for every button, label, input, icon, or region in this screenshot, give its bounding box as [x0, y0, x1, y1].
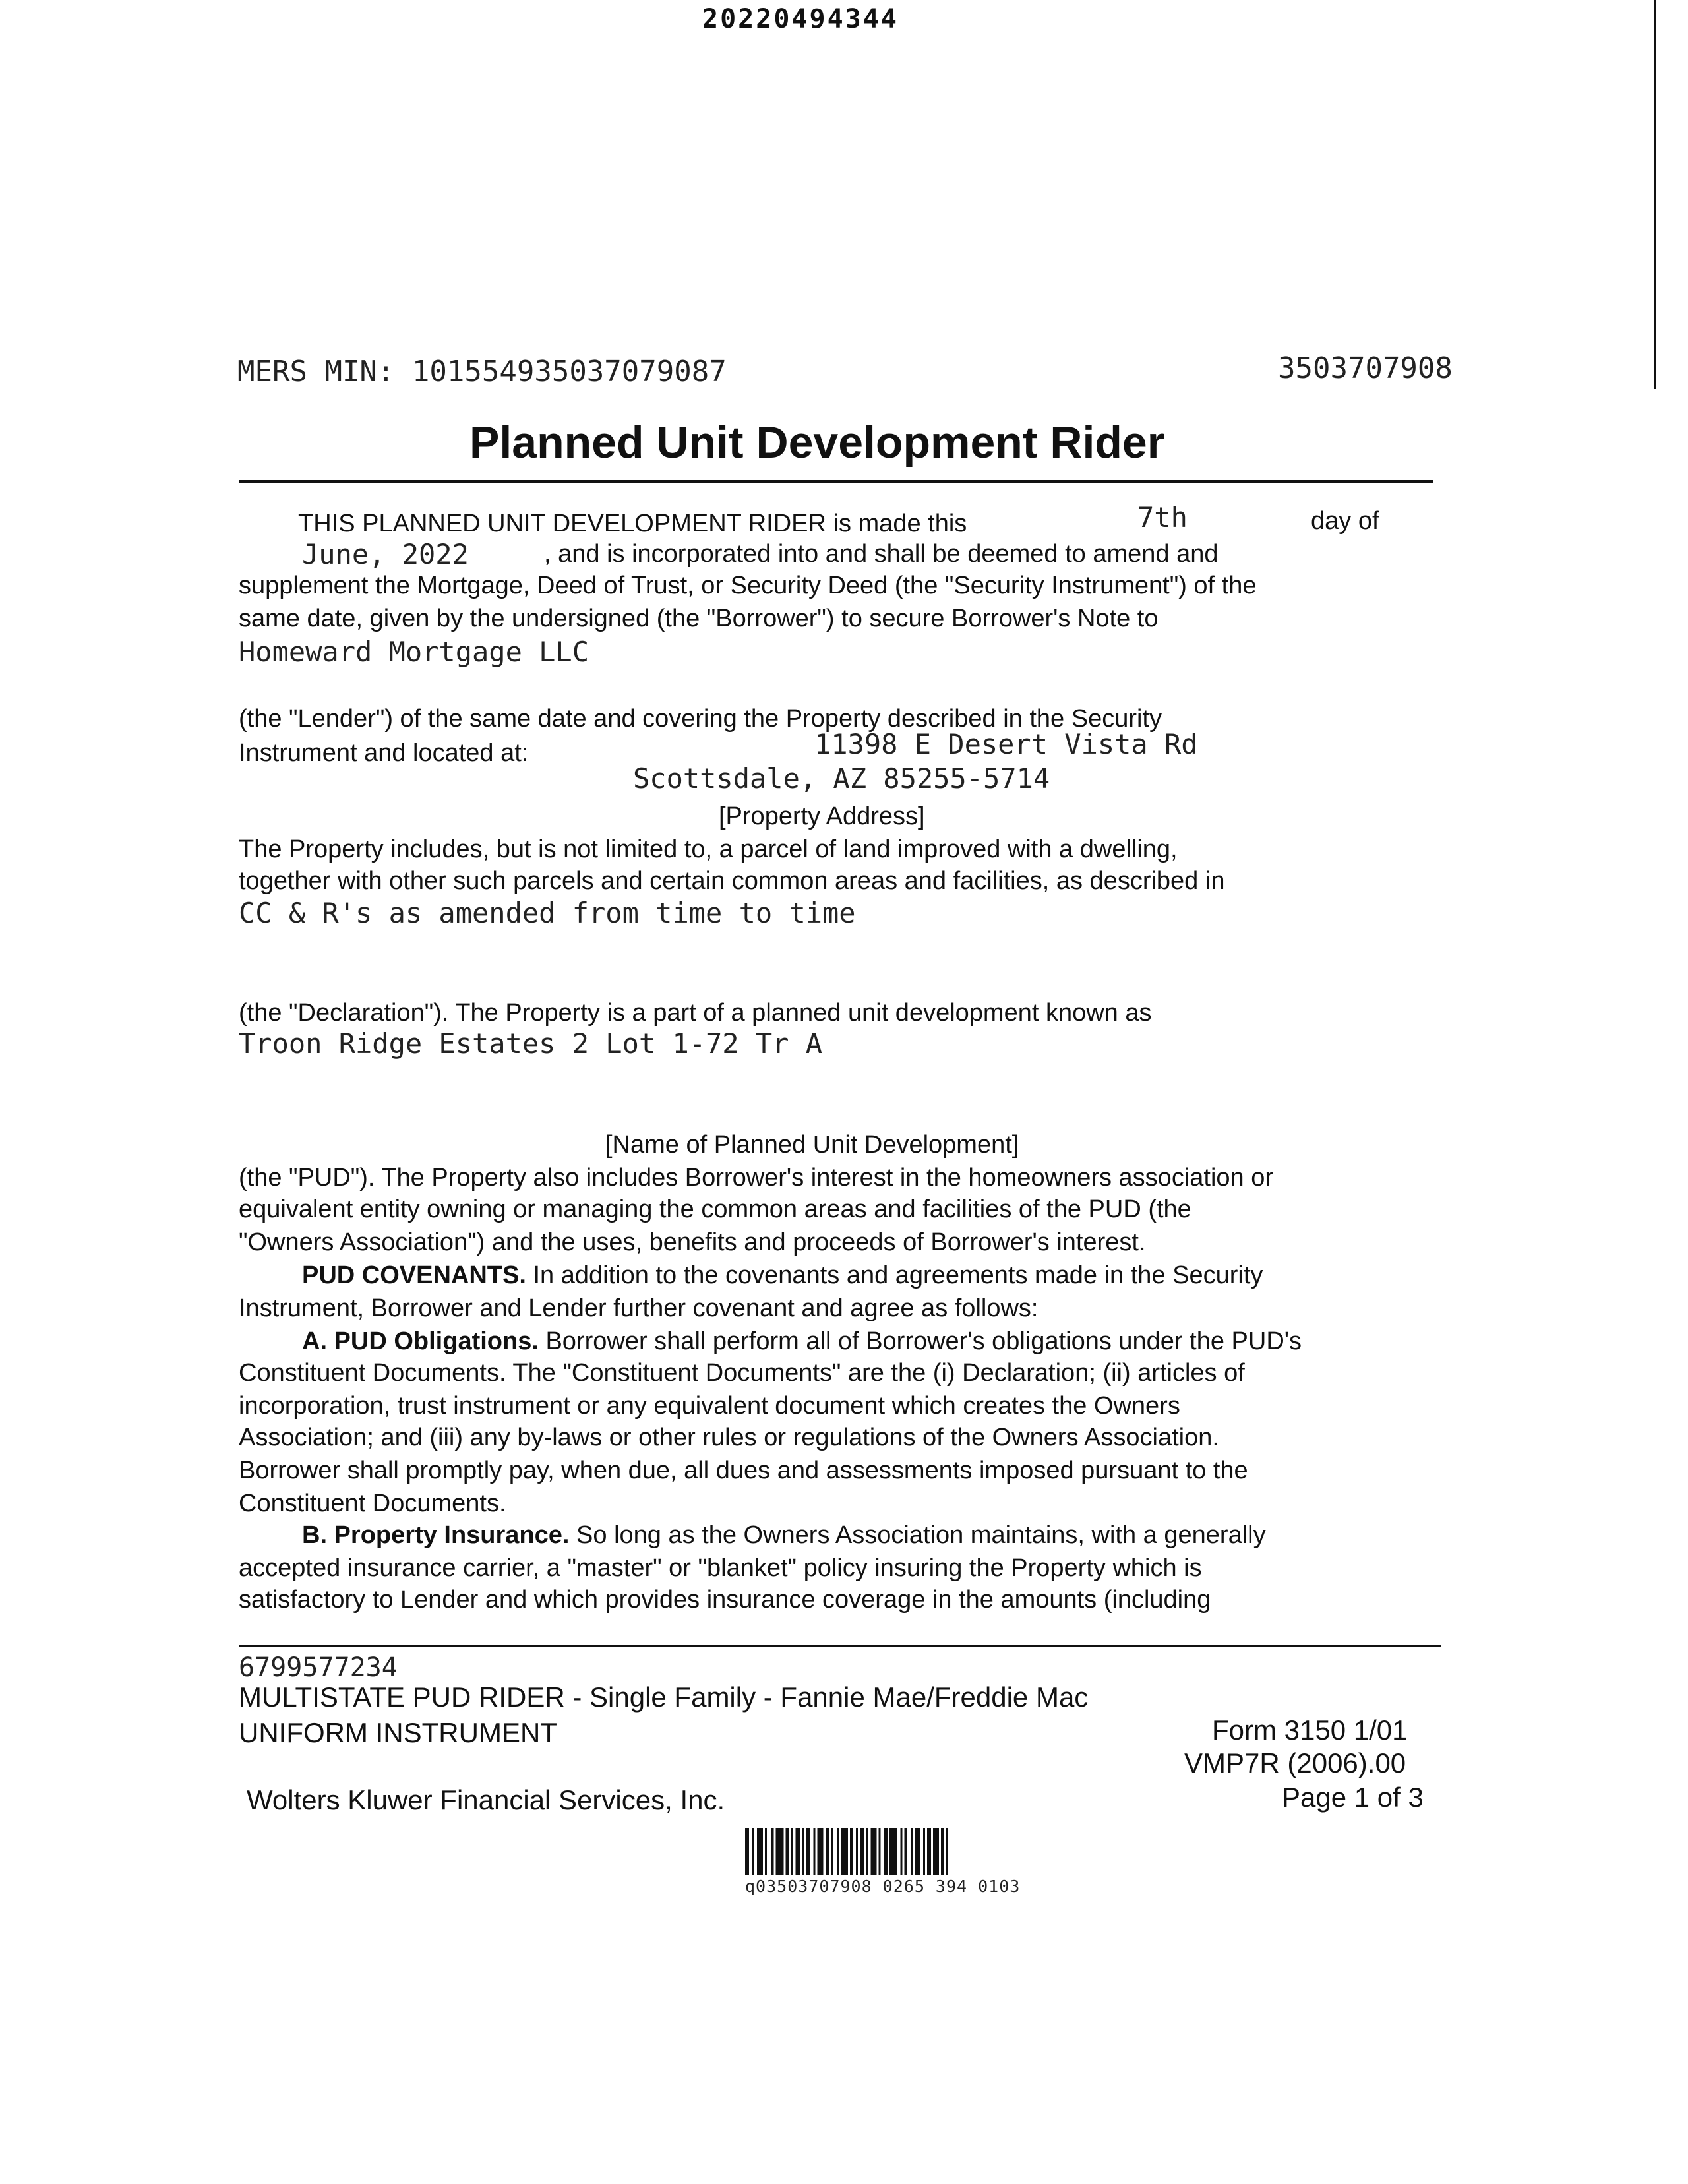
- covenants-heading: PUD COVENANTS.: [302, 1261, 526, 1289]
- section-b-line-2: accepted insurance carrier, a "master" or "blanket" policy insuring the Property which is: [239, 1554, 1202, 1582]
- property-address-caption: [Property Address]: [719, 803, 925, 830]
- rider-day: 7th: [1137, 501, 1188, 533]
- section-a-heading: A. PUD Obligations.: [302, 1327, 539, 1355]
- section-b-heading: B. Property Insurance.: [302, 1521, 570, 1549]
- barcode-text: q03503707908 0265 394 0103: [745, 1877, 1021, 1896]
- footer-form-line-2: UNIFORM INSTRUMENT: [239, 1717, 557, 1748]
- section-a-rest: Borrower shall perform all of Borrower's obligations under the PUD's: [538, 1327, 1302, 1355]
- intro-line-7: Instrument and located at:: [239, 739, 529, 767]
- title-underline: [239, 480, 1433, 483]
- recording-number: 20220494344: [702, 4, 899, 34]
- property-address-line-1: 11398 E Desert Vista Rd: [814, 728, 1198, 760]
- property-address-line-2: Scottsdale, AZ 85255-5714: [633, 762, 1050, 795]
- intro-day-of: day of: [1311, 507, 1379, 535]
- intro-line-6: (the "Lender") of the same date and covering the Property described in the Security: [239, 705, 1162, 733]
- footer-form-line-1: MULTISTATE PUD RIDER - Single Family - Fannie Mae/Freddie Mac: [239, 1682, 1089, 1713]
- section-b-line-1: [302, 1519, 1266, 1551]
- intro-line-4: same date, given by the undersigned (the "Borrower") to secure Borrower's Note to: [239, 605, 1159, 632]
- intro-line-2: , and is incorporated into and shall be deemed to amend and: [544, 540, 1219, 568]
- covenants-line-2: Instrument, Borrower and Lender further covenant and agree as follows:: [239, 1294, 1039, 1322]
- section-a-line-5: Borrower shall promptly pay, when due, all dues and assessments imposed pursuant to the: [239, 1457, 1248, 1484]
- intro-line-17: equivalent entity owning or managing the common areas and facilities of the PUD (the: [239, 1196, 1191, 1223]
- mers-min: MERS MIN: 101554935037079087: [237, 355, 727, 388]
- intro-line-1: THIS PLANNED UNIT DEVELOPMENT RIDER is made this: [298, 510, 967, 537]
- pud-name: Troon Ridge Estates 2 Lot 1-72 Tr A: [239, 1027, 823, 1060]
- rider-month-year: June, 2022: [302, 538, 469, 570]
- document-title: Planned Unit Development Rider: [469, 417, 1165, 468]
- covenants-heading-line: [302, 1259, 1263, 1291]
- footer-doc-id: 6799577234: [239, 1653, 398, 1683]
- section-a-line-2: Constituent Documents. The "Constituent Documents" are the (i) Declaration; (ii) articles of: [239, 1359, 1245, 1387]
- section-a-line-3: incorporation, trust instrument or any equivalent document which creates the Owners: [239, 1392, 1180, 1420]
- lender-name: Homeward Mortgage LLC: [239, 636, 589, 668]
- intro-line-11: together with other such parcels and certain common areas and facilities, as described in: [239, 867, 1225, 895]
- footer-rule: [239, 1645, 1441, 1647]
- footer-publisher: Wolters Kluwer Financial Services, Inc.: [247, 1784, 725, 1815]
- loan-number: 3503707908: [1278, 351, 1453, 385]
- section-a-line-4: Association; and (iii) any by-laws or other rules or regulations of the Owners Association.: [239, 1424, 1219, 1451]
- footer-form-number: Form 3150 1/01: [1212, 1714, 1408, 1745]
- covenants-heading-rest: In addition to the covenants and agreements made in the Security: [526, 1261, 1263, 1289]
- intro-line-16: (the "PUD"). The Property also includes Borrower's interest in the homeowners association or: [239, 1164, 1274, 1192]
- intro-line-13: (the "Declaration"). The Property is a part of a planned unit development known as: [239, 999, 1152, 1027]
- intro-line-3: supplement the Mortgage, Deed of Trust, or Security Deed (the "Security Instrument") of the: [239, 572, 1257, 599]
- declaration-source: CC & R's as amended from time to time: [239, 897, 856, 929]
- section-b-rest: So long as the Owners Association maintains, with a generally: [569, 1521, 1266, 1549]
- footer-vmp: VMP7R (2006).00: [1184, 1747, 1406, 1778]
- section-a-line-6: Constituent Documents.: [239, 1490, 506, 1517]
- barcode-image: [745, 1828, 1220, 1881]
- section-a-line-1: [302, 1325, 1302, 1357]
- intro-line-18: "Owners Association") and the uses, benefits and proceeds of Borrower's interest.: [239, 1228, 1146, 1256]
- section-b-line-3: satisfactory to Lender and which provides insurance coverage in the amounts (including: [239, 1586, 1211, 1614]
- scan-edge-line: [1654, 0, 1656, 389]
- pud-name-caption: [Name of Planned Unit Development]: [605, 1131, 1019, 1159]
- intro-line-10: The Property includes, but is not limited to, a parcel of land improved with a dwelling,: [239, 835, 1178, 863]
- footer-page-number: Page 1 of 3: [1282, 1782, 1424, 1813]
